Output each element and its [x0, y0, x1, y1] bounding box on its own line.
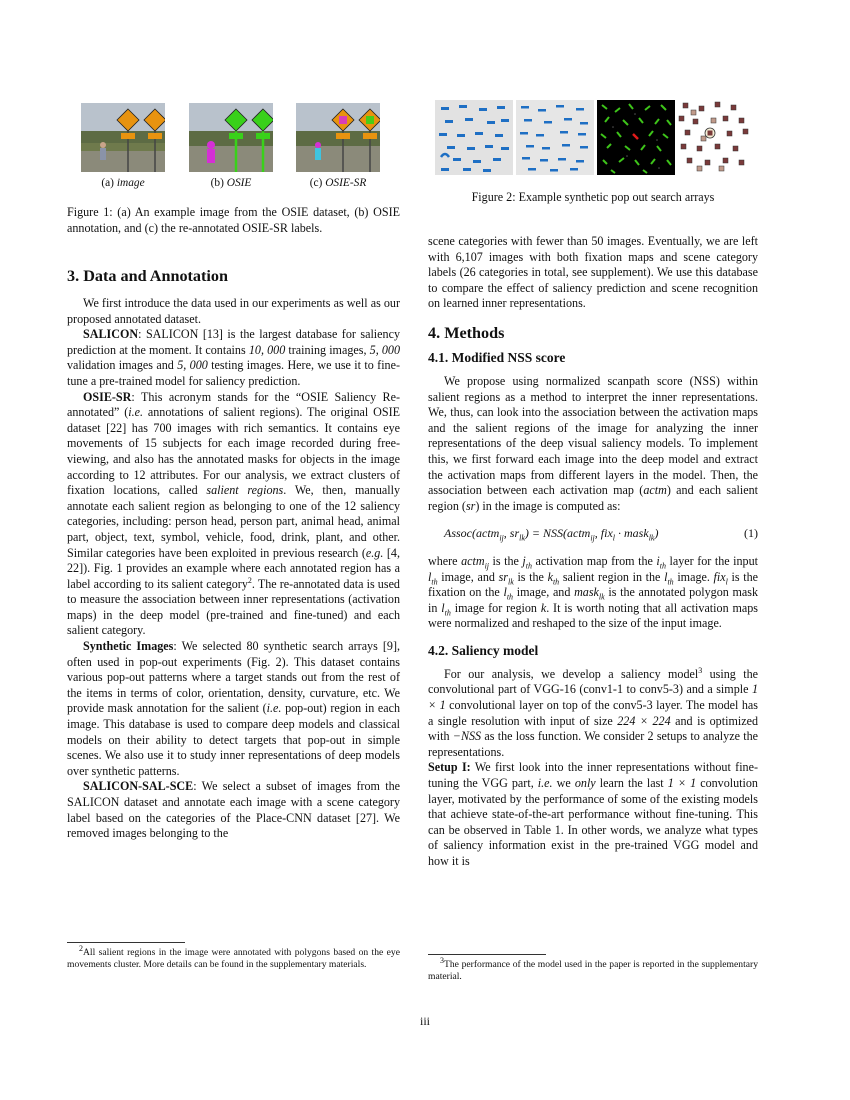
saliency-model-paragraph: For our analysis, we develop a saliency model$^3$ using the convolutional part of VGG-16 (conv1-1 to conv5-3) and a simple 1 × 1 convolutional layer on top of the conv5-3 layer. The model has a single resolution with input of size 224 × 224 and is optimized with −NSS as the loss function. We consider 2 setups to analyze the representations. — [428, 665, 759, 759]
figure1-sublabel-c: (c) OSIE-SR — [309, 177, 367, 189]
setup1-paragraph: Setup I: We first look into the inner representations without fine-tuning the VGG part, i.e. we only learn the last 1 × 1 convolution layer, motivated by the performance of some of the existing models that achieve state-of-the-art performance without fine-tuning. This can be observed in Table 1. In other words, we analyze what types of saliency information exist in the pre-trained VGG model and how it is — [428, 760, 758, 868]
figure2-array-orientation — [435, 100, 513, 175]
osiesr-paragraph: OSIE-SR: This acronym stands for the “OSIE Saliency Re-annotated” (i.e. annotations of salient regions). The original OSIE dataset [22] has 700 images with rich semantics. It contains eye movements of 15 subjects for each image recorded during free-viewing, and also has the annotated masks for objects in the image according to 12 attributes. For our analysis, we extract clusters of fixation locations, called salient regions. We, then, manually annotate each salient region as belonging to one of the 12 saliency categories, including: person head, person part, animal head, animal part, object, text, symbol, vehicle, food, drink, plant, and other. Similar categories have been exploited in previous research (e.g. [4, 22]). Fig. 1 provides an example where each annotated region has a label according to its salient category$^2$. The re-annotated data is used to measure the association between inner representations (activation maps) in the deep model (pre-trained and fine-tuned) and each salient category. — [67, 389, 401, 638]
figure2-array-shape — [677, 100, 755, 175]
equation-1: Assoc(actm$_{ij}$, $sr_{lk}$) = NSS(actm$_{ij}$, fix$_l$ · mask$_{lk}$) (1) — [444, 526, 758, 543]
synthetic-paragraph: Synthetic Images: We selected 80 synthetic search arrays [9], often used in pop-out experiments (Fig. 2). This dataset contains various pop-out patterns where a target stands out from the rest of the items in terms of color, orientation, density, curvature, etc. We provide mask annotation for the salient (i.e. pop-out) region in each image. This database is used to compare deep models and classical models on their ability to detect targets that pop-out in simple scenes. We also use it to study inner representations of deep models over synthetic patterns. — [67, 639, 400, 778]
figure2-array-color — [597, 100, 675, 175]
section3-title: 3. Data and Annotation — [67, 267, 229, 285]
subsection41-title: 4.1. Modified NSS score — [428, 349, 566, 365]
page-number: iii — [419, 1014, 430, 1028]
footnote-3: $^3$The performance of the model used in the paper is reported in the supplementary material. — [428, 955, 758, 982]
figure2-caption: Figure 2: Example synthetic pop out search arrays — [471, 190, 715, 204]
equation-number: (1) — [744, 526, 758, 541]
section4-title: 4. Methods — [428, 323, 505, 342]
sce-head: SALICON-SAL-SCE — [83, 779, 194, 794]
salicon-sal-sce-paragraph: SALICON-SAL-SCE: We select a subset of images from the SALICON dataset and annotate each image with a scene category label based on the categories of the Place-CNN dataset [27]. We removed images belonging to the — [67, 779, 400, 841]
figure1-sublabel-a: (a) image — [101, 177, 145, 189]
section3-intro: We first introduce the data used in our experiments as well as our proposed annotated dataset. — [67, 296, 400, 326]
footnote-2: $^2$All salient regions in the image were annotated with polygons based on the eye movements cluster. More details can be found in the supplementary materials. — [67, 943, 400, 970]
figure1-sublabel-b: (b) OSIE — [210, 177, 252, 189]
roadside-photo — [81, 103, 165, 172]
salicon-paragraph: SALICON: SALICON [13] is the largest database for saliency prediction at the moment. It contains 10, 000 training images, 5, 000 validation images and 5, 000 testing images. Here, we use it to fine-tune a pre-trained model for saliency prediction. — [67, 327, 401, 388]
figure1-image-b — [189, 103, 273, 172]
footnote-3-marker: 3 — [698, 665, 703, 675]
synthetic-head: Synthetic Images — [83, 639, 174, 654]
footnote-rule — [428, 954, 546, 955]
nss-paragraph: We propose using normalized scanpath score (NSS) within salient regions as a method to interpret the inner representations. We, thus, can look into the association between the activation maps and the salient regions of the image for analyzing the inner representations of the deep visual saliency models. To implement this, we first forward each image into the deep model and extract the activation maps from different layers in the model. Then, the association between each activation map (actm) and each salient region (sr) in the image is computed as: — [428, 373, 758, 513]
subsection42-title: 4.2. Saliency model — [428, 642, 539, 658]
osiesr-head: OSIE-SR — [83, 389, 132, 404]
setup1-head: Setup I: — [428, 760, 471, 775]
equation-explanation: where actm$_{ij}$ is the $j_{th}$ activation map from the $i_{th}$ layer for the input $l_{th}$ image, and $sr_{lk}$ is the $k_{th}$ salient region in the $l_{th}$ image. fix$_l$ is the fixation on the $l_{th}$ image, and mask$_{lk}$ is the annotated polygon mask in $l_{th}$ image for region k. It is worth noting that all activation maps were normalized and reshaped to the size of the input image. — [428, 553, 759, 631]
figure1-image-a — [81, 103, 165, 172]
footnote-rule — [67, 942, 185, 943]
figure1-image-c — [296, 103, 380, 172]
figure2-array-density — [516, 100, 594, 175]
footnote-2-marker: 2 — [247, 575, 252, 585]
scene-continuation: scene categories with fewer than 50 images. Eventually, we are left with 6,107 images with both fixation maps and scene category labels (26 categories in total, see supplement). We use this database to compare the effect of saliency prediction and scene recognition on learned inner representations. — [428, 234, 758, 311]
osie-annotation-photo — [189, 103, 273, 172]
figure1-caption: Figure 1: (a) An example image from the OSIE dataset, (b) OSIE annotation, and (c) the re-annotated OSIE-SR labels. — [67, 205, 400, 235]
salicon-head: SALICON — [83, 327, 139, 342]
osie-sr-photo — [296, 103, 380, 172]
